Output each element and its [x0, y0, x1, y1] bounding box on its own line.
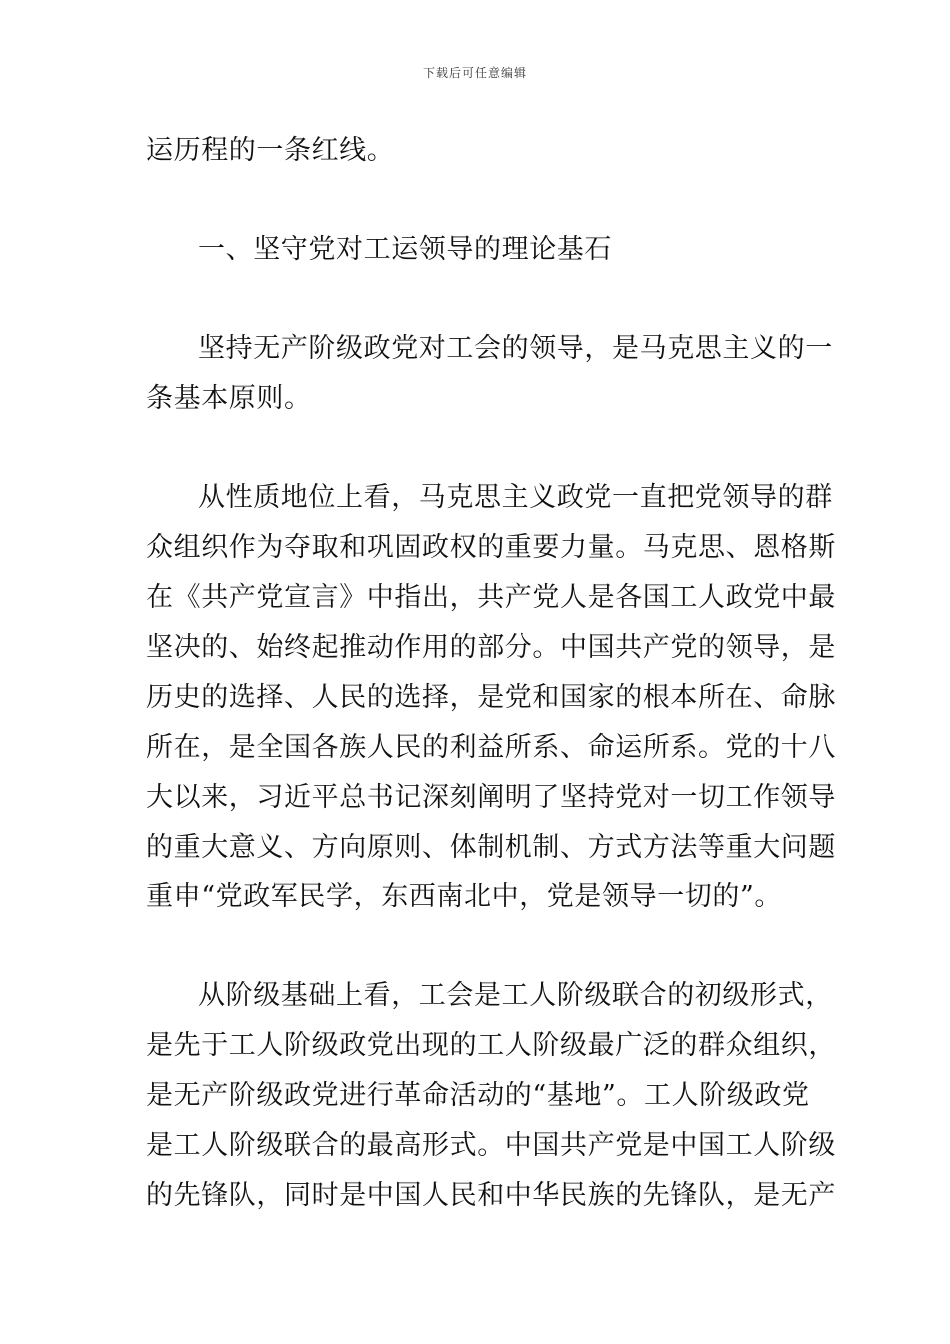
body-line: 坚决的、始终起推动作用的部分。中国共产党的领导，是	[146, 632, 836, 663]
body-line: 条基本原则。	[146, 383, 312, 414]
body-line: 众组织作为夺取和巩固政权的重要力量。马克思、恩格斯	[146, 532, 836, 563]
body-line: 的先锋队，同时是中国人民和中华民族的先锋队，是无产	[146, 1180, 836, 1211]
section-heading: 一、坚守党对工运领导的理论基石	[198, 234, 612, 265]
body-line: 的重大意义、方向原则、体制机制、方式方法等重大问题	[146, 832, 836, 863]
body-line: 坚持无产阶级政党对工会的领导，是马克思主义的一	[198, 333, 833, 364]
body-line: 从阶级基础上看，工会是工人阶级联合的初级形式，	[198, 980, 833, 1011]
body-line: 运历程的一条红线。	[146, 135, 395, 166]
body-line: 是先于工人阶级政党出现的工人阶级最广泛的群众组织，	[146, 1030, 836, 1061]
page-header: 下载后可任意编辑	[422, 66, 527, 80]
body-line: 所在，是全国各族人民的利益所系、命运所系。党的十八	[146, 732, 836, 763]
body-line: 大以来，习近平总书记深刻阐明了坚持党对一切工作领导	[146, 782, 836, 813]
body-line: 是无产阶级政党进行革命活动的“基地”。工人阶级政党	[146, 1080, 810, 1111]
body-line: 重申“党政军民学，东西南北中，党是领导一切的”。	[146, 881, 783, 912]
body-line: 从性质地位上看，马克思主义政党一直把党领导的群	[198, 482, 833, 513]
body-line: 是工人阶级联合的最高形式。中国共产党是中国工人阶级	[146, 1130, 836, 1161]
body-line: 在《共产党宣言》中指出，共产党人是各国工人政党中最	[146, 582, 836, 613]
body-line: 历史的选择、人民的选择，是党和国家的根本所在、命脉	[146, 682, 836, 713]
